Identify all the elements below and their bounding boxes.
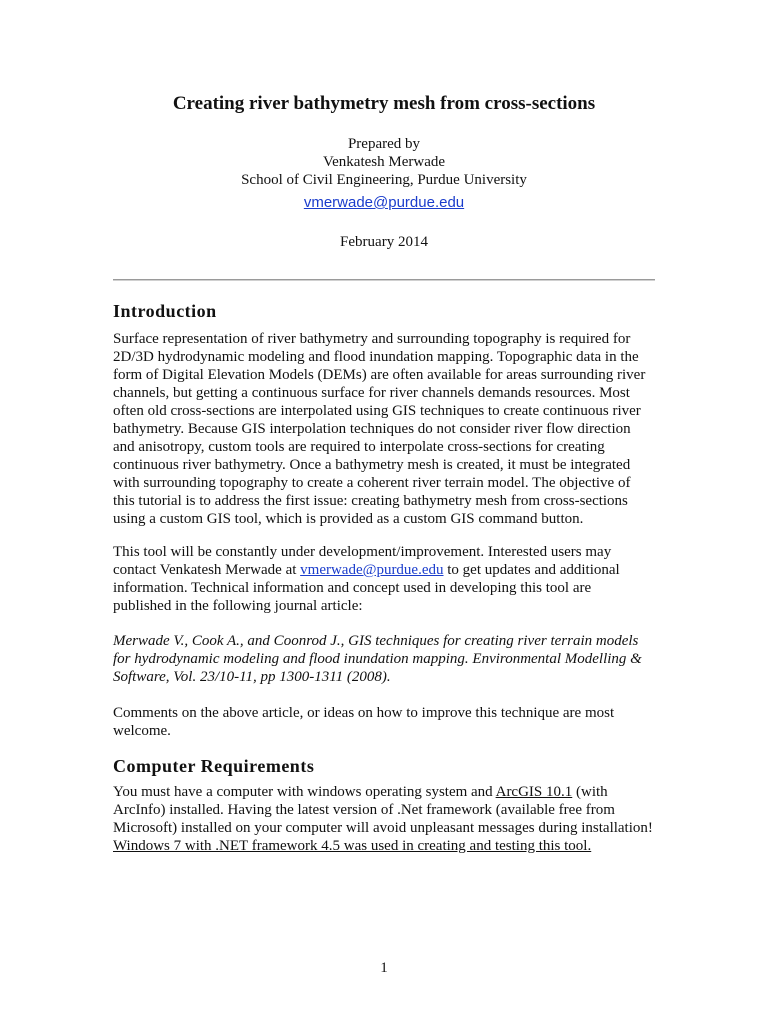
journal-citation	[113, 632, 661, 686]
text-line: This tool will be constantly under development/improvement. Interested users may	[113, 544, 612, 560]
computer-requirements-heading: Computer Requirements	[113, 756, 315, 776]
text-line: Windows 7 with .NET framework 4.5 was used in creating and testing this tool.	[113, 838, 592, 854]
text-line: Comments on the above article, or ideas on how to improve this technique are most	[113, 705, 615, 721]
text-line: continuous river bathymetry. Once a bathymetry mesh is created, it must be integrated	[113, 457, 631, 473]
text-line: information. Technical information and concept used in developing this tool are	[113, 580, 592, 596]
text-line: Surface representation of river bathymetry and surrounding topography is required for	[113, 331, 631, 347]
document-title: Creating river bathymetry mesh from cross-sections	[172, 93, 596, 114]
text-line: channels, but getting a continuous surface for river channels demands resources. Most	[113, 385, 630, 401]
contact-email-link[interactable]: vmerwade@purdue.edu	[300, 562, 444, 578]
text-line: for hydrodynamic modeling and flood inundation mapping. Environmental Modelling &	[113, 651, 642, 667]
text-line: and anisotropy, custom tools are required to interpolate cross-sections for creating	[113, 439, 605, 455]
page-number: 1	[380, 960, 388, 976]
text-line: Merwade V., Cook A., and Coonrod J., GIS techniques for creating river terrain models	[113, 633, 639, 649]
text-segment: contact Venkatesh Merwade at	[113, 562, 301, 578]
introduction-paragraph-1	[113, 330, 661, 528]
author-affiliation: School of Civil Engineering, Purdue University	[241, 172, 527, 188]
arcgis-version-text: ArcGIS 10.1	[495, 784, 573, 800]
introduction-paragraph-2	[113, 543, 661, 615]
text-segment: to get updates and additional	[443, 562, 620, 578]
text-line: using a custom GIS tool, which is provided as a custom GIS command button.	[113, 511, 584, 527]
introduction-heading: Introduction	[113, 301, 217, 321]
text-line: 2D/3D hydrodynamic modeling and flood inundation mapping. Topographic data in the	[113, 349, 639, 365]
requirements-paragraph	[113, 783, 661, 855]
text-line: often old cross-sections are interpolated using GIS techniques to create continuous river	[113, 403, 641, 419]
text-line: this tutorial is to address the first issue: creating bathymetry mesh from cross-sections	[113, 493, 628, 509]
text-segment: (with	[572, 784, 608, 800]
text-line	[113, 783, 661, 801]
text-line: Microsoft) installed on your computer will avoid unpleasant messages during installation!	[113, 820, 653, 836]
document-date: February 2014	[340, 234, 428, 250]
text-line: Software, Vol. 23/10-11, pp 1300-1311 (2008).	[113, 669, 391, 685]
author-name: Venkatesh Merwade	[322, 154, 446, 170]
header-divider	[113, 279, 655, 281]
text-segment: You must have a computer with windows operating system and	[113, 784, 496, 800]
author-email-row	[0, 194, 768, 212]
prepared-by-label: Prepared by	[347, 136, 421, 152]
text-line: published in the following journal article:	[113, 598, 363, 614]
text-line: form of Digital Elevation Models (DEMs) are often available for areas surrounding river	[113, 367, 646, 383]
text-line: with surrounding topography to create a coherent river terrain model. The objective of	[113, 475, 631, 491]
text-line: welcome.	[113, 723, 171, 739]
introduction-paragraph-3	[113, 704, 661, 740]
text-line	[113, 561, 661, 579]
text-line: ArcInfo) installed. Having the latest version of .Net framework (available free from	[113, 802, 615, 818]
text-line: bathymetry. Because GIS interpolation techniques do not consider river flow direction	[113, 421, 631, 437]
author-email-link[interactable]: vmerwade@purdue.edu	[303, 194, 465, 211]
